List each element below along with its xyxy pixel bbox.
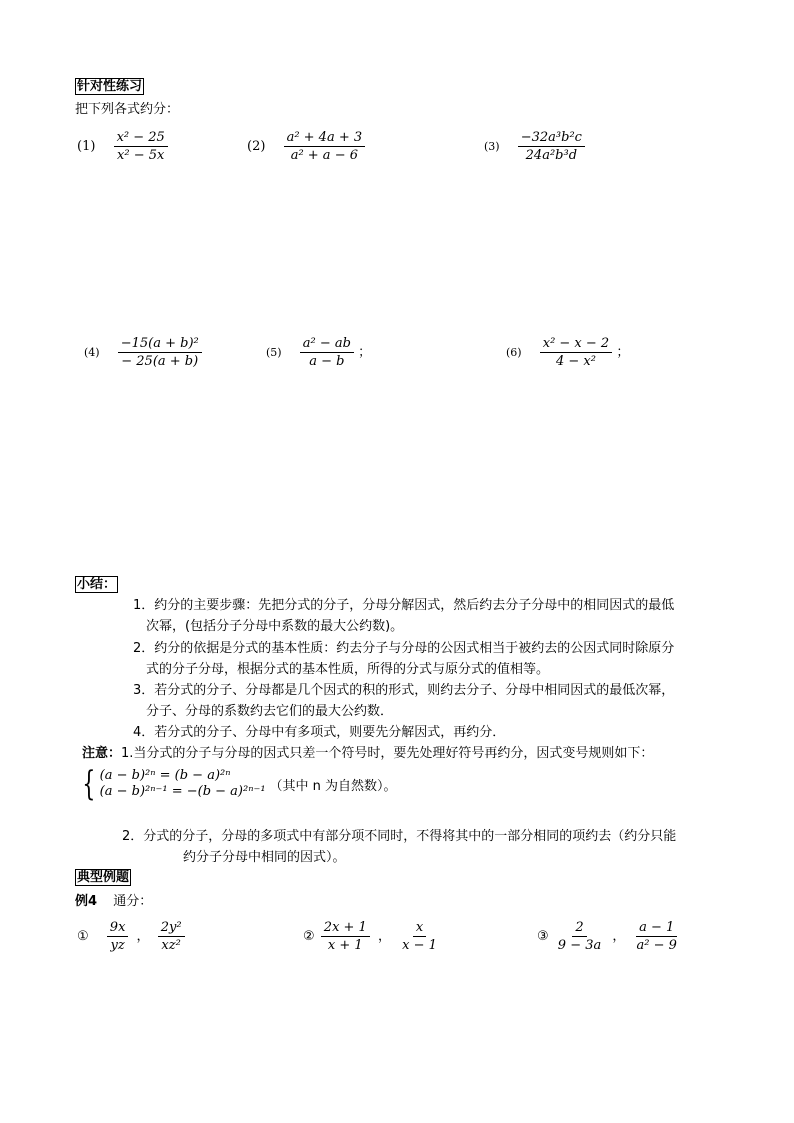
example-title [75,890,152,909]
problem-suffix: ； [358,345,372,360]
problem-label: ③ [537,929,549,944]
numerator: a² + 4a + 3 [284,130,366,147]
denominator: 24a²b³d [525,148,578,163]
fraction [107,920,129,953]
problem-3 [484,130,585,163]
summary-item-2-line-1: 2．约分的依据是分式的基本性质：约去分子与分母的公因式相当于被约去的公因式同时除原分 [133,641,675,656]
fraction [300,336,354,369]
example-task: 通分： [113,894,153,909]
summary-item-2-line-2: 式的分子分母，根据分式的基本性质，所得的分式与原分式的值相等。 [146,662,550,677]
denominator: yz [110,938,125,953]
fraction [634,920,680,953]
summary-item-3-line-1: 3．若分式的分子、分母都是几个因式的积的形式，则约去分子、分母中相同因式的最低次幂， [133,683,675,698]
note-label: 注意： [82,746,122,761]
denominator: xz² [161,938,181,953]
numerator: −15(a + b)² [118,336,202,353]
example-problem-3 [537,920,680,953]
fraction [555,920,604,953]
numerator: 2y² [158,920,185,937]
numerator: −32a³b²c [518,130,585,147]
denominator: x² − 5x [117,148,165,163]
numerator: x² − x − 2 [540,336,612,353]
problem-label: (4) [84,346,100,359]
separator: ， [612,929,626,944]
summary-item-1-line-2: 次幂，(包括分子分母中系数的最大公约数)。 [146,619,404,634]
problem-2 [247,130,365,163]
denominator: 4 − x² [555,354,596,369]
fraction [399,920,440,953]
numerator: x² − 25 [114,130,168,147]
numerator: x [413,920,426,937]
numerator: a² − ab [300,336,354,353]
problem-suffix: ； [616,345,630,360]
problem-label: ② [303,929,315,944]
problem-label: (1) [77,139,96,154]
example-problem-1 [77,920,185,953]
denominator: x + 1 [327,938,363,953]
problem-5 [266,336,371,369]
denominator: 9 − 3a [557,938,602,953]
problem-4 [84,336,202,369]
denominator: a² − 9 [636,938,677,953]
denominator: x − 1 [402,938,437,953]
examples-heading: 典型例题 [77,870,130,885]
separator: ， [136,929,150,944]
fraction [321,920,370,953]
numerator: 2x + 1 [321,920,370,937]
fraction [518,130,585,163]
denominator: − 25(a + b) [121,354,199,369]
summary-heading: 小结： [77,577,117,592]
example-label: 例4 [75,894,98,909]
sign-rule [78,764,397,804]
numerator: a − 1 [636,920,677,937]
fraction [118,336,202,369]
summary-item-4: 4．若分式的分子、分母中有多项式，则要先分解因式，再约分． [133,725,506,740]
problem-label: (5) [266,346,282,359]
rule-note: （其中 n 为自然数）。 [269,778,397,794]
problem-label: (6) [506,346,522,359]
rule-line-1: (a − b)²ⁿ = (b − a)²ⁿ [99,768,231,783]
fraction [540,336,612,369]
rule-line-2: (a − b)²ⁿ⁻¹ = −(b − a)²ⁿ⁻¹ [99,784,266,799]
problem-label: (2) [247,139,266,154]
note-1-text: 1.当分式的分子与分母的因式只差一个符号时，要先处理好符号再约分，因式变号规则如下： [121,746,654,761]
fraction [158,920,185,953]
note-2-line-2: 约分子分母中相同的因式）。 [183,850,346,865]
fraction [114,130,168,163]
fraction [284,130,366,163]
denominator: a² + a − 6 [290,148,358,163]
problem-label: (3) [484,140,500,153]
summary-item-3-line-2: 分子、分母的系数约去它们的最大公约数． [146,704,394,719]
practice-instruction: 把下列各式约分： [75,102,180,117]
numerator: 9x [107,920,129,937]
note-1 [82,745,653,763]
problem-1 [77,130,168,163]
summary-item-1-line-1: 1．约分的主要步骤：先把分式的分子，分母分解因式，然后约去分子分母中的相同因式的最低 [133,598,675,613]
brace-icon: { [82,764,96,804]
numerator: 2 [572,920,586,937]
practice-heading: 针对性练习 [77,79,143,94]
example-problem-2 [303,920,440,953]
problem-label: ① [77,929,89,944]
separator: ， [377,929,391,944]
denominator: a − b [309,354,345,369]
note-2-line-1: 2．分式的分子，分母的多项式中有部分项不同时，不得将其中的一部分相同的项约去（约分只能 [122,829,677,844]
problem-6 [506,336,629,369]
